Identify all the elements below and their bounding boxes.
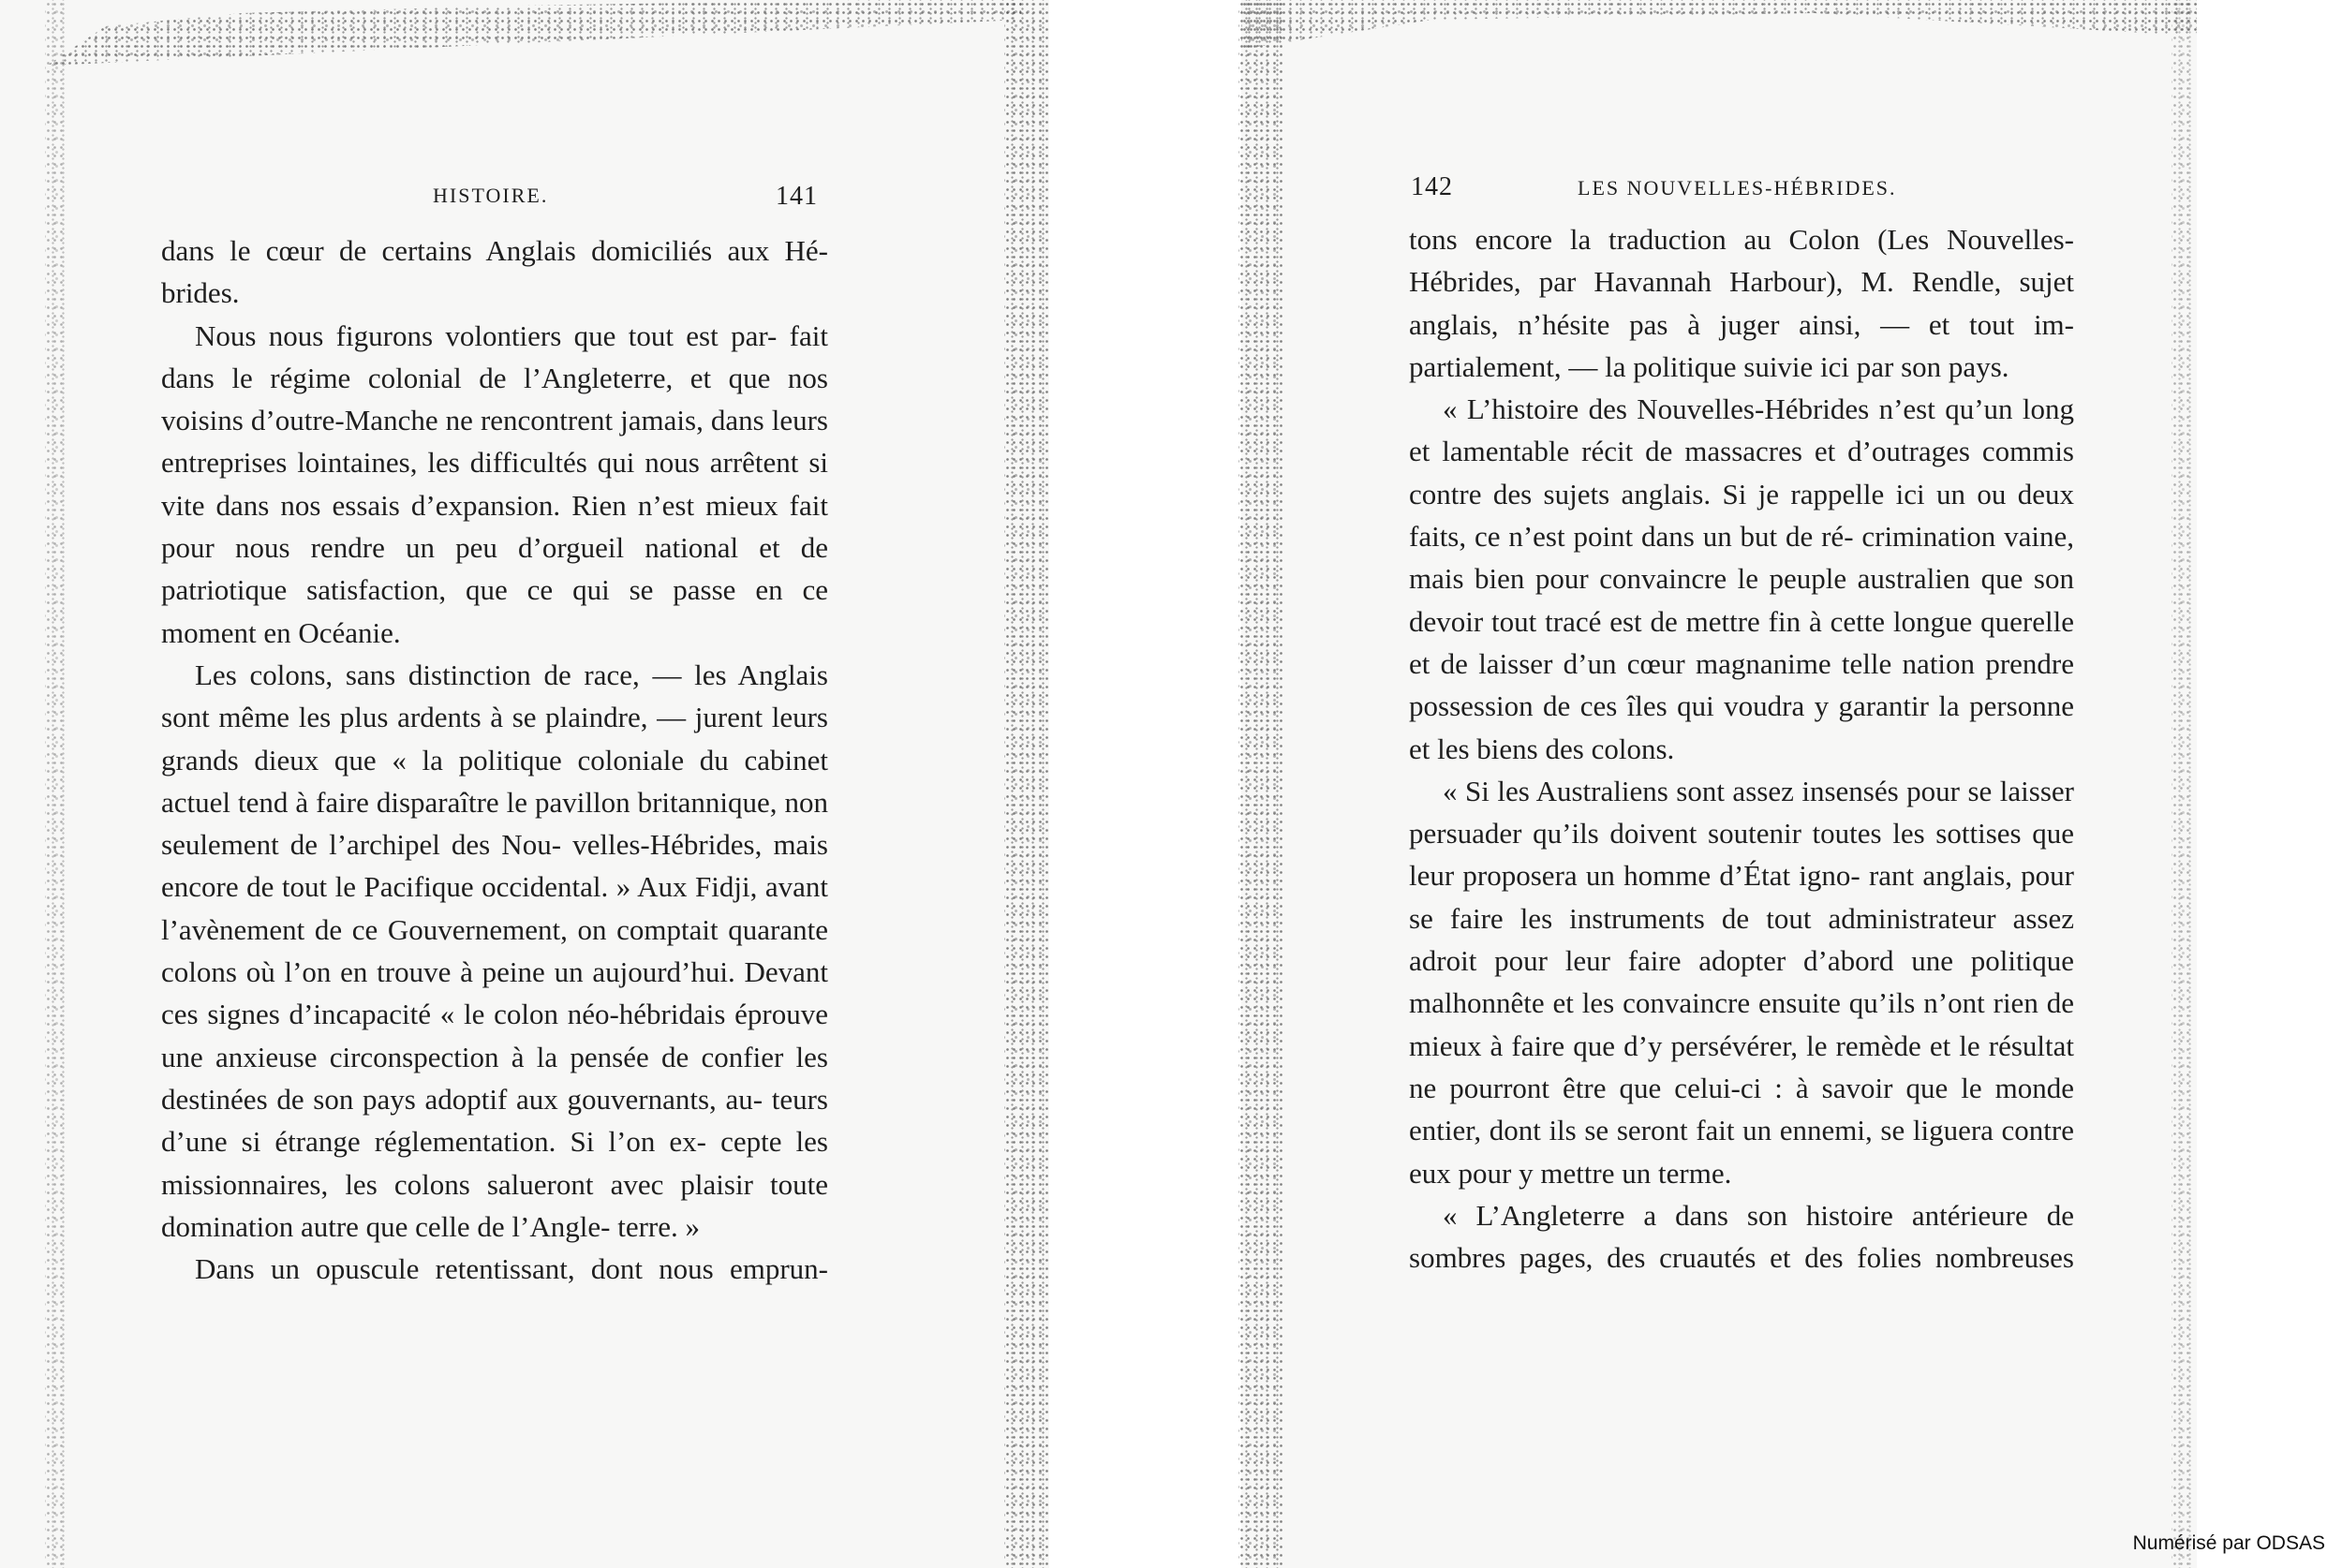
right-paragraph-4: « L’Angleterre a dans son histoire antérieure de sombres pages, des cruautés et des folies nombreuses [1409, 1198, 2074, 1275]
left-paragraph-4: Dans un opuscule retentissant, dont nous emprun- [195, 1252, 828, 1286]
digitization-stamp: Numérisé par ODSAS [2132, 1532, 2325, 1554]
left-running-head: HISTOIRE. [433, 184, 549, 207]
right-page-number: 142 [1411, 172, 1453, 201]
left-page-number: 141 [776, 182, 818, 211]
left-page-right-edge [1004, 0, 1049, 1568]
page-gutter [1049, 0, 1241, 1568]
right-paragraph-3: « Si les Australiens sont assez insensés pour se laisser persuader qu’ils doivent soutenir toutes les sottises que leur proposera un homme d’État igno- rant anglais, pour se faire les instruments de tout administrateur assez adroit pour leur faire adopter d’abord une politique malhonnête et les convaincre ensuite qu’ils n’ont rien de mieux à faire que d’y persévérer, le remède et le résultat ne pourront être que celui-ci : à savoir que le monde entier, dont ils se seront fait un ennemi, se liguera contre eux pour y mettre un terme. [1409, 774, 2074, 1190]
right-paragraph-1: tons encore la traduction au Colon (Les Nouvelles- Hébrides, par Havannah Harbour), M. Rendle, sujet anglais, n’hésite pas à juger ainsi, — et tout im- partialement, — la politique suivie ici par son pays. [1409, 223, 2074, 383]
right-running-head: LES NOUVELLES-HÉBRIDES. [1578, 176, 1897, 200]
left-body-text [161, 229, 828, 1290]
left-paragraph-2: Nous nous figurons volontiers que tout est par- fait dans le régime colonial de l’Angleterre, et que nos voisins d’outre-Manche ne rencontrent jamais, dans leurs entreprises lointaines, les difficultés qui nous arrêtent si vite dans nos essais d’expansion. Rien n’est mieux fait pour nous rendre un peu d’orgueil national et de patriotique satisfaction, que ce qui se passe en ce moment en Océanie. [161, 318, 828, 649]
left-page-left-edge [45, 0, 66, 1568]
left-paragraph-1: dans le cœur de certains Anglais domiciliés aux Hé- brides. [161, 234, 828, 310]
left-paragraph-3: Les colons, sans distinction de race, — les Anglais sont même les plus ardents à se plaindre, — jurent leurs grands dieux que « la politique coloniale du cabinet actuel tend à faire disparaître le pavillon britannique, non seulement de l’archipel des Nou- velles-Hébrides, mais encore de tout le Pacifique occidental. » Aux Fidji, avant l’avènement de ce Gouvernement, on comptait quarante colons où l’on en trouve à peine un aujourd’hui. Devant ces signes d’incapacité « le colon néo-hébridais éprouve une anxieuse circonspection à la pensée de confier les destinées de son pays adoptif aux gouvernants, au- teurs d’une si étrange réglementation. Si l’on ex- cepte les missionnaires, les colons salueront avec plaisir toute domination autre que celle de l’Angle- terre. » [161, 658, 828, 1243]
right-body-text [1409, 218, 2074, 1279]
right-page-right-edge [2172, 0, 2192, 1568]
right-page-left-edge [1238, 0, 1283, 1568]
right-paragraph-2: « L’histoire des Nouvelles-Hébrides n’est qu’un long et lamentable récit de massacres et d’outrages commis contre des sujets anglais. Si je rappelle ici un ou deux faits, ce n’est point dans un but de ré- crimination vaine, mais bien pour convaincre le peuple australien que son devoir tout tracé est de mettre fin à cette longue querelle et de laisser d’un cœur magnanime telle nation prendre possession de ces îles qui voudra y garantir la personne et les biens des colons. [1409, 392, 2074, 765]
